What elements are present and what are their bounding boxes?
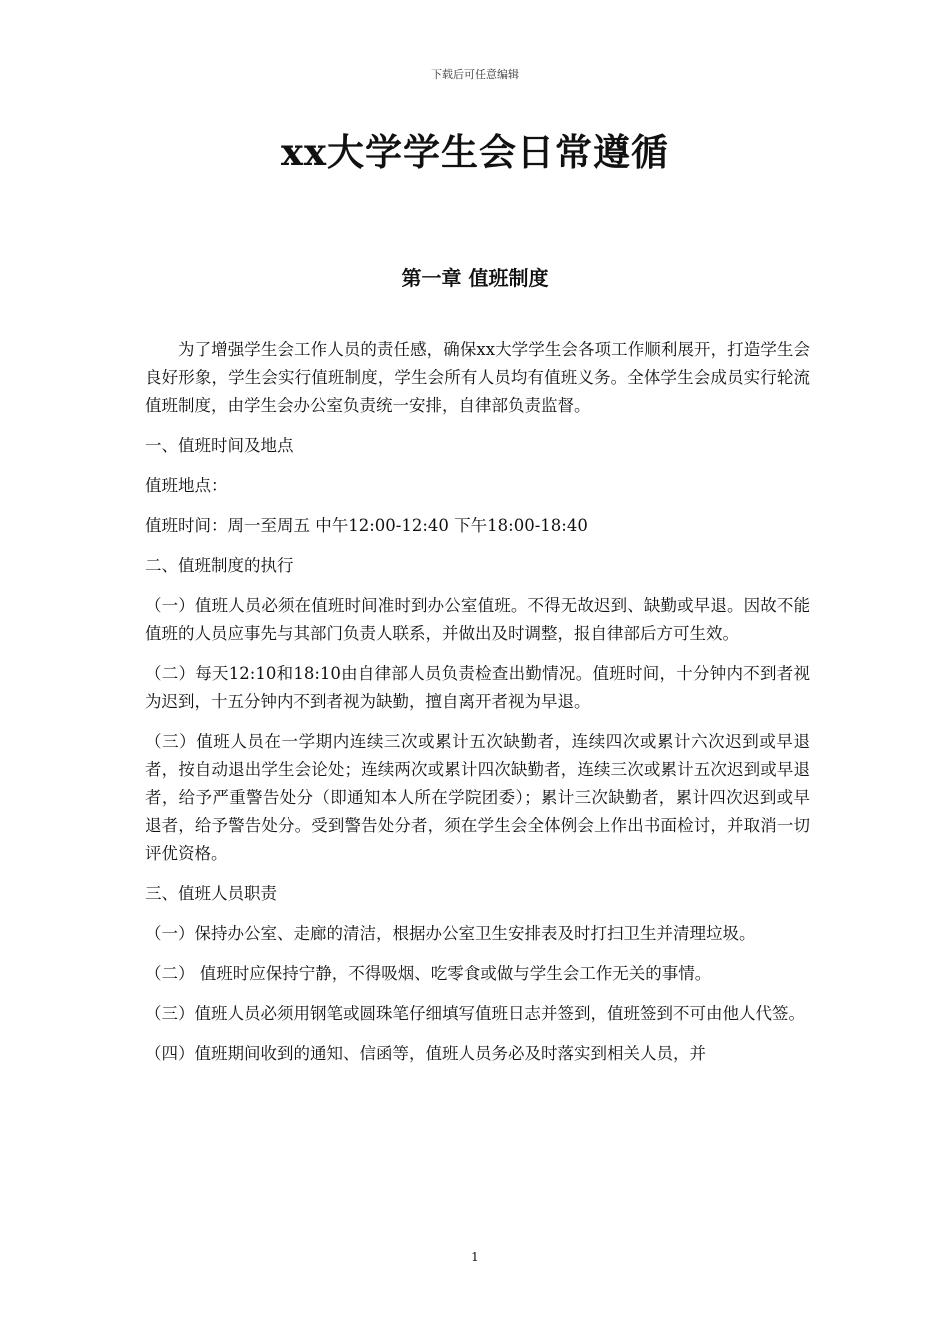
duty-location-line: 值班地点： bbox=[145, 476, 228, 495]
section-heading-execution: 二、值班制度的执行 bbox=[145, 556, 294, 575]
header-note: 下载后可任意编辑 bbox=[431, 68, 519, 81]
duty-item-3: （三）值班人员必须用钢笔或圆珠笔仔细填写值班日志并签到，值班签到不可由他人代签。 bbox=[145, 1004, 805, 1023]
duty-item-1: （一）保持办公室、走廊的清洁，根据办公室卫生安排表及时打扫卫生并清理垃圾。 bbox=[145, 924, 756, 943]
execution-item-1: （一）值班人员必须在值班时间准时到办公室值班。不得无故迟到、缺勤或早退。因故不能值班的人员应事先与其部门负责人联系，并做出及时调整，报自律部后方可生效。 bbox=[145, 596, 810, 643]
duty-item-4: （四）值班期间收到的通知、信函等，值班人员务必及时落实到相关人员，并 bbox=[145, 1044, 706, 1063]
page-number: 1 bbox=[471, 1250, 479, 1264]
duty-time-line: 值班时间：周一至周五 中午12:00-12:40 下午18:00-18:40 bbox=[145, 516, 588, 535]
execution-item-2: （二）每天12:10和18:10由自律部人员负责检查出勤情况。值班时间，十分钟内不到者视为迟到，十五分钟内不到者视为缺勤，擅自离开者视为早退。 bbox=[145, 664, 810, 711]
duty-item-2: （二） 值班时应保持宁静，不得吸烟、吃零食或做与学生会工作无关的事情。 bbox=[145, 964, 712, 983]
intro-paragraph: 为了增强学生会工作人员的责任感，确保xx大学学生会各项工作顺利展开，打造学生会良好形象，学生会实行值班制度，学生会所有人员均有值班义务。全体学生会成员实行轮流值班制度，由学生会办公室负责统一安排，自律部负责监督。 bbox=[145, 340, 810, 415]
document-body bbox=[145, 336, 810, 1080]
document-title: xx大学学生会日常遵循 bbox=[280, 130, 670, 174]
execution-item-3: （三）值班人员在一学期内连续三次或累计五次缺勤者，连续四次或累计六次迟到或早退者，按自动退出学生会论处；连续两次或累计四次缺勤者，连续三次或累计五次迟到或早退者，给予严重警告处分（即通知本人所在学院团委）；累计三次缺勤者，累计四次迟到或早退者，给予警告处分。受到警告处分者，须在学生会全体例会上作出书面检讨，并取消一切评优资格。 bbox=[145, 732, 810, 863]
section-heading-time-place: 一、值班时间及地点 bbox=[145, 436, 294, 455]
chapter-title: 第一章 值班制度 bbox=[401, 266, 549, 290]
section-heading-duties: 三、值班人员职责 bbox=[145, 884, 277, 903]
